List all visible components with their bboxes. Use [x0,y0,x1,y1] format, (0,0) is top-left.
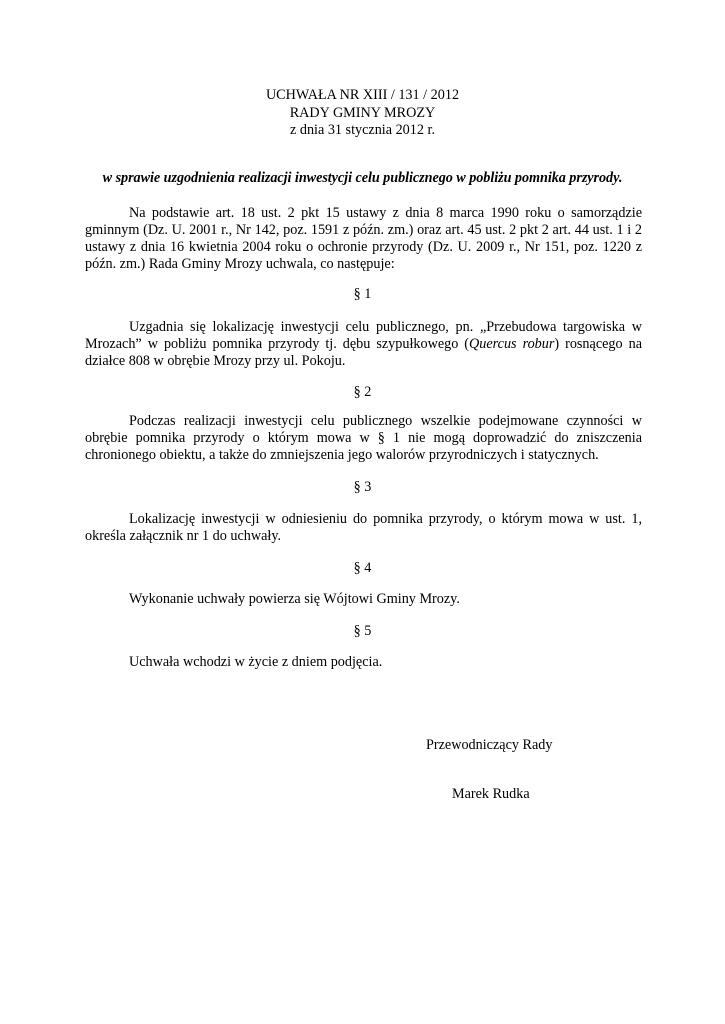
section-mark-2: § 2 [353,384,372,400]
section-2-text: Podczas realizacji inwestycji celu publicznego wszelkie podejmowane czynności w obrębie pomnika przyrody o którym mowa w § 1 nie mogą doprowadzić do zniszczenia chronionego obiektu, a także do zmniejszenia jego walorów przyrodniczych i statycznych. [85,413,642,463]
section-1-text [85,319,642,370]
signature-name: Marek Rudka [452,786,530,802]
section-1-text-after: ) rosnącego na działce 808 w obrębie Mrozy przy ul. Pokoju. [85,336,642,369]
section-mark-3: § 3 [353,479,372,495]
resolution-number: UCHWAŁA NR XIII / 131 / 2012 [265,87,460,103]
section-5-text: Uchwała wchodzi w życie z dniem podjęcia. [129,654,383,670]
section-mark-4: § 4 [353,560,372,576]
section-4-text: Wykonanie uchwały powierza się Wójtowi Gminy Mrozy. [129,591,460,607]
resolution-date: z dnia 31 stycznia 2012 r. [290,122,435,138]
council-name: RADY GMINY MROZY [289,104,436,121]
section-mark-5: § 5 [353,623,372,639]
resolution-header [0,87,725,140]
resolution-subject: w sprawie uzgodnienia realizacji inwestycji celu publicznego w pobliżu pomnika przyrody. [102,170,623,186]
section-3-text: Lokalizację inwestycji w odniesieniu do pomnika przyrody, o którym mowa w ust. 1, określa załącznik nr 1 do uchwały. [85,511,642,544]
section-mark-1: § 1 [353,286,372,302]
section-1-latin-name: Quercus robur [469,336,555,352]
preamble-paragraph: Na podstawie art. 18 ust. 2 pkt 15 ustawy z dnia 8 marca 1990 roku o samorządzie gminnym (Dz. U. 2001 r., Nr 142, poz. 1591 z późn. zm.) oraz art. 45 ust. 2 pkt 2 art. 44 ust. 1 i 2 ustawy z dnia 16 kwietnia 2004 roku o ochronie przyrody (Dz. U. 2009 r., Nr 151, poz. 1220 z późn. zm.) Rada Gminy Mrozy uchwala, co następuje: [85,205,642,272]
signature-title: Przewodniczący Rady [426,737,553,753]
section-1-text-before: Uzgadnia się lokalizację inwestycji celu publicznego, pn. „Przebudowa targowiska w Mrozach” w pobliżu pomnika przyrody tj. dębu szypułkowego ( [85,319,642,352]
